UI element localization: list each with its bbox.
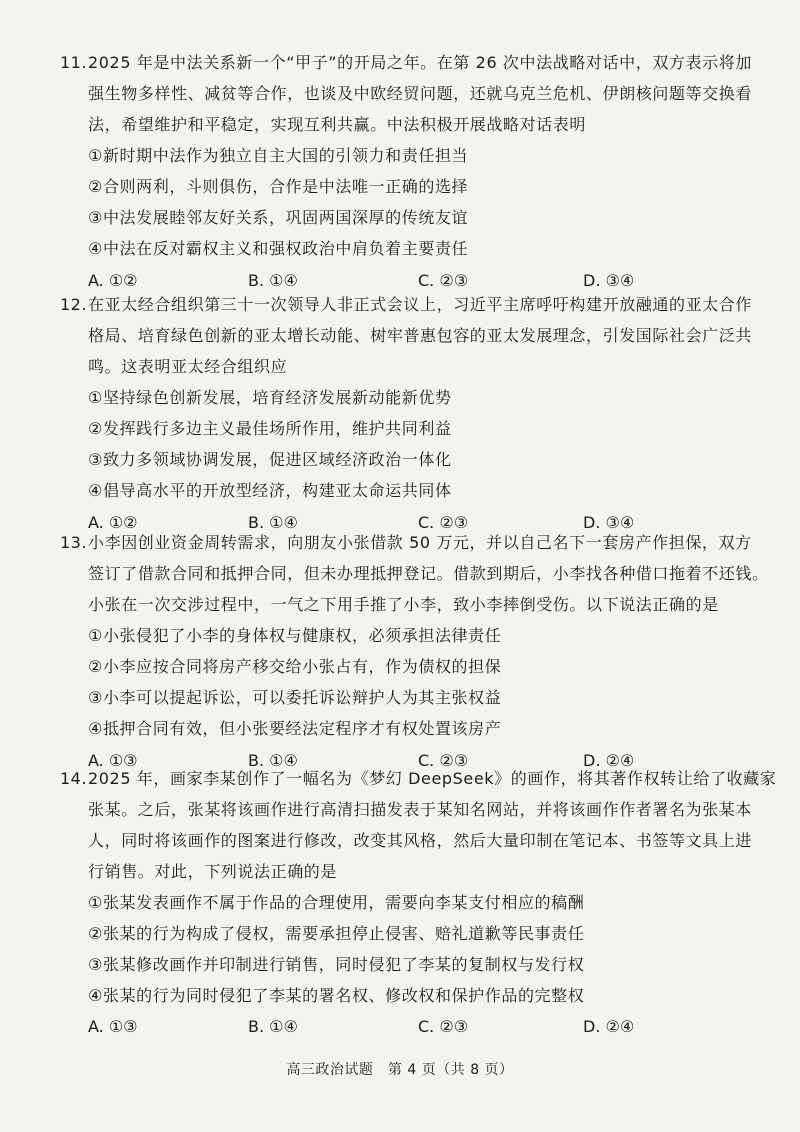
question-number: 11. xyxy=(60,53,87,72)
question-stem-line: 2025 年，画家李某创作了一幅名为《梦幻 DeepSeek》的画作，将其著作权转让给了收藏家 xyxy=(88,769,777,788)
statement-4: ④中法在反对霸权主义和强权政治中肩负着主要责任 xyxy=(88,239,469,258)
statement-3: ③致力多领域协调发展，促进区域经济政治一体化 xyxy=(88,450,452,469)
question-stem-line: 签订了借款合同和抵押合同，但未办理抵押登记。借款到期后，小李找各种借口拖着不还钱。 xyxy=(88,564,769,583)
option-d[interactable]: D. ③④ xyxy=(583,513,635,532)
statement-2: ②合则两利，斗则俱伤，合作是中法唯一正确的选择 xyxy=(88,177,469,196)
option-c[interactable]: C. ②③ xyxy=(418,513,469,532)
statement-1: ①新时期中法作为独立自主大国的引领力和责任担当 xyxy=(88,146,469,165)
question-stem-line: 张某。之后，张某将该画作进行高清扫描发表于某知名网站，并将该画作作者署名为张某本 xyxy=(88,800,753,819)
option-a[interactable]: A. ①③ xyxy=(88,1017,138,1036)
question-stem-line: 行销售。对此，下列说法正确的是 xyxy=(88,862,338,881)
statement-2: ②张某的行为构成了侵权，需要承担停止侵害、赔礼道歉等民事责任 xyxy=(88,924,585,943)
question-stem-line: 格局、培育绿色创新的亚太增长动能、树牢普惠包容的亚太发展理念，引发国际社会广泛共 xyxy=(88,326,753,345)
question-stem-line: 人，同时将该画作的图案进行修改，改变其风格，然后大量印制在笔记本、书签等文具上进 xyxy=(88,831,753,850)
option-c[interactable]: C. ②③ xyxy=(418,751,469,770)
option-d[interactable]: D. ②④ xyxy=(583,1017,635,1036)
question-number: 13. xyxy=(60,533,87,552)
question-number: 12. xyxy=(60,295,87,314)
statement-1: ①坚持绿色创新发展，培育经济发展新动能新优势 xyxy=(88,388,452,407)
question-stem-line: 鸣。这表明亚太经合组织应 xyxy=(88,357,288,376)
statement-4: ④倡导高水平的开放型经济，构建亚太命运共同体 xyxy=(88,481,452,500)
page-footer: 高三政治试题 第 4 页（共 8 页） xyxy=(286,1062,514,1078)
statement-1: ①小张侵犯了小李的身体权与健康权，必须承担法律责任 xyxy=(88,626,502,645)
statement-4: ④抵押合同有效，但小张要经法定程序才有权处置该房产 xyxy=(88,719,502,738)
statement-2: ②小李应按合同将房产移交给小张占有，作为债权的担保 xyxy=(88,657,502,676)
question-number: 14. xyxy=(60,769,87,788)
statement-3: ③中法发展睦邻友好关系，巩固两国深厚的传统友谊 xyxy=(88,208,469,227)
question-stem-line: 在亚太经合组织第三十一次领导人非正式会议上，习近平主席呼吁构建开放融通的亚太合作 xyxy=(88,295,753,314)
statement-4: ④张某的行为同时侵犯了李某的署名权、修改权和保护作品的完整权 xyxy=(88,986,585,1005)
question-stem-line: 小张在一次交涉过程中，一气之下用手推了小李，致小李摔倒受伤。以下说法正确的是 xyxy=(88,595,719,614)
option-a[interactable]: A. ①② xyxy=(88,513,138,532)
question-stem-line: 强生物多样性、减贫等合作，也谈及中欧经贸问题，还就乌克兰危机、伊朗核问题等交换看 xyxy=(88,84,753,103)
statement-3: ③小李可以提起诉讼，可以委托诉讼辩护人为其主张权益 xyxy=(88,688,502,707)
option-b[interactable]: B. ①④ xyxy=(248,513,298,532)
option-d[interactable]: D. ③④ xyxy=(583,271,635,290)
option-d[interactable]: D. ②④ xyxy=(583,751,635,770)
option-c[interactable]: C. ②③ xyxy=(418,1017,469,1036)
statement-1: ①张某发表画作不属于作品的合理使用，需要向李某支付相应的稿酬 xyxy=(88,893,585,912)
option-c[interactable]: C. ②③ xyxy=(418,271,469,290)
question-stem-line: 小李因创业资金周转需求，向朋友小张借款 50 万元，并以自己名下一套房产作担保，双方 xyxy=(88,533,752,552)
answer-options xyxy=(88,1012,728,1042)
option-b[interactable]: B. ①④ xyxy=(248,751,298,770)
option-b[interactable]: B. ①④ xyxy=(248,1017,298,1036)
statement-2: ②发挥践行多边主义最佳场所作用，维护共同利益 xyxy=(88,419,452,438)
option-b[interactable]: B. ①④ xyxy=(248,271,298,290)
question-stem-line: 法，希望维护和平稳定，实现互利共赢。中法积极开展战略对话表明 xyxy=(88,115,587,134)
option-a[interactable]: A. ①② xyxy=(88,271,138,290)
option-a[interactable]: A. ①③ xyxy=(88,751,138,770)
statement-3: ③张某修改画作并印制进行销售，同时侵犯了李某的复制权与发行权 xyxy=(88,955,585,974)
question-stem-line: 2025 年是中法关系新一个“甲子”的开局之年。在第 26 次中法战略对话中，双方表示将加 xyxy=(88,53,752,72)
